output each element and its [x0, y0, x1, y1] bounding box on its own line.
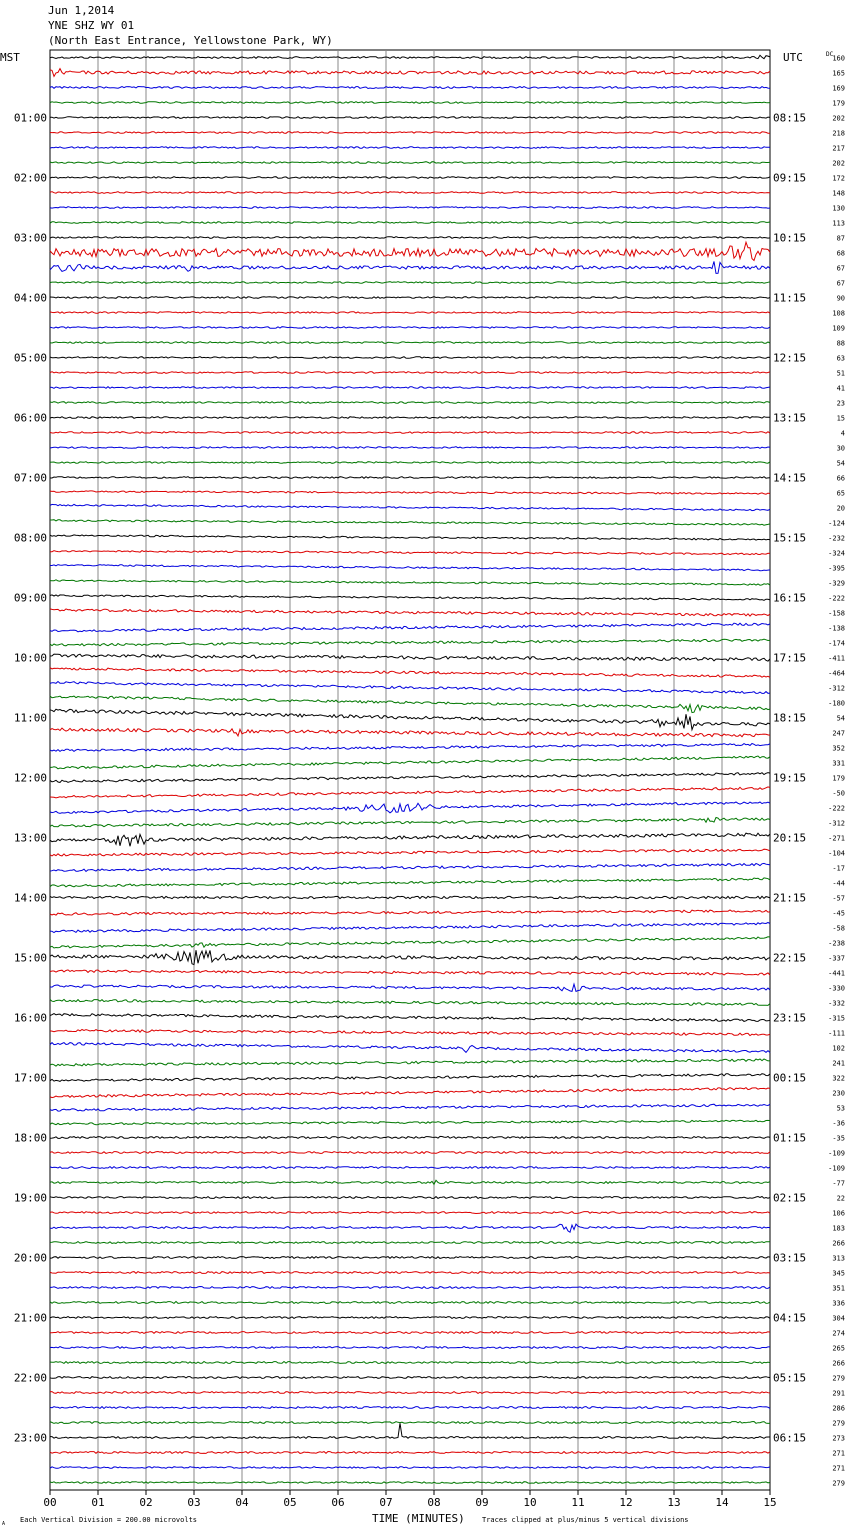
dc-offset-label: -57: [832, 894, 845, 903]
dc-offset-label: -441: [828, 969, 845, 978]
scale-note: Each Vertical Division = 200.00 microvolts: [20, 1516, 198, 1524]
trace-row: [50, 970, 770, 975]
dc-offset-label: -58: [832, 924, 845, 933]
trace-row: [50, 565, 770, 571]
utc-hour-label: 11:15: [773, 291, 807, 305]
x-tick-label: 06: [331, 1496, 345, 1509]
dc-offset-label: -332: [828, 999, 845, 1008]
mst-hour-label: 15:00: [13, 951, 47, 965]
trace-row: [50, 580, 770, 585]
utc-hour-label: 06:15: [773, 1431, 807, 1445]
plot-date: Jun 1,2014: [48, 4, 115, 17]
utc-hour-label: 05:15: [773, 1371, 807, 1385]
x-tick-label: 01: [91, 1496, 105, 1509]
dc-offset-label: 336: [832, 1299, 845, 1308]
trace-row: [50, 1197, 770, 1199]
trace-row: [50, 1287, 770, 1289]
trace-row: [50, 1120, 770, 1124]
trace-row: [50, 1088, 770, 1098]
dc-offset-label: 241: [832, 1059, 845, 1068]
trace-row: [50, 207, 770, 209]
x-tick-label: 13: [667, 1496, 681, 1509]
trace-row: [50, 1043, 770, 1053]
trace-row: [50, 1136, 770, 1138]
x-tick-label: 10: [523, 1496, 537, 1509]
dc-offset-label: -44: [832, 879, 845, 888]
dc-offset-label: 286: [832, 1404, 845, 1413]
trace-row: [50, 595, 770, 600]
trace-row: [50, 999, 770, 1005]
dc-offset-label: -17: [832, 864, 845, 873]
utc-hour-label: 04:15: [773, 1311, 807, 1325]
mst-hour-label: 20:00: [13, 1251, 47, 1265]
trace-row: [50, 696, 770, 713]
trace-row: [50, 1030, 770, 1036]
dc-offset-label: 218: [832, 129, 845, 138]
dc-offset-label: 51: [836, 369, 845, 378]
trace-row: [50, 55, 770, 58]
dc-offset-label: 230: [832, 1089, 845, 1098]
mst-hour-label: 14:00: [13, 891, 47, 905]
trace-row: [50, 1377, 770, 1379]
dc-offset-label: 169: [832, 84, 845, 93]
trace-row: [50, 102, 770, 104]
dc-offset-label: 202: [832, 114, 845, 123]
utc-hour-label: 13:15: [773, 411, 807, 425]
trace-row: [50, 609, 770, 616]
dc-offset-label: -464: [828, 669, 845, 678]
dc-offset-label: 87: [836, 234, 845, 243]
x-tick-label: 02: [139, 1496, 153, 1509]
dc-offset-label: -329: [828, 579, 845, 588]
trace-row: [50, 950, 770, 964]
dc-offset-label: 20: [836, 504, 845, 513]
dc-offset-label: -238: [828, 939, 845, 948]
dc-offset-label: 54: [836, 459, 845, 468]
trace-row: [50, 237, 770, 239]
dc-offset-label: 279: [832, 1419, 845, 1428]
corner-mark: A: [2, 1521, 6, 1527]
mst-hour-label: 11:00: [13, 711, 47, 725]
trace-row: [50, 162, 770, 164]
x-tick-label: 00: [43, 1496, 57, 1509]
utc-label: UTC: [783, 51, 803, 64]
trace-row: [50, 773, 770, 783]
trace-row: [50, 1407, 770, 1409]
trace-row: [50, 261, 770, 273]
dc-offset-label: 313: [832, 1254, 845, 1263]
dc-offset-label: -411: [828, 654, 845, 663]
dc-offset-label: -138: [828, 624, 845, 633]
x-tick-label: 15: [763, 1496, 777, 1509]
dc-offset-label: 102: [832, 1044, 845, 1053]
dc-offset-label: -158: [828, 609, 845, 618]
trace-row: [50, 242, 770, 260]
trace-row: [50, 1347, 770, 1349]
utc-hour-label: 16:15: [773, 591, 807, 605]
trace-row: [50, 849, 770, 856]
dc-offset-label: -111: [828, 1029, 845, 1038]
dc-offset-label: -104: [828, 849, 845, 858]
dc-offset-label: 279: [832, 1479, 845, 1488]
mst-hour-label: 12:00: [13, 771, 47, 785]
trace-row: [50, 1212, 770, 1214]
x-tick-label: 08: [427, 1496, 441, 1509]
trace-row: [50, 1467, 770, 1469]
trace-row: [50, 117, 770, 119]
dc-offset-label: 41: [836, 384, 845, 393]
trace-row: [50, 387, 770, 389]
dc-offset-label: 351: [832, 1284, 845, 1293]
dc-offset-label: 202: [832, 159, 845, 168]
dc-offset-label: 109: [832, 324, 845, 333]
dc-offset-label: 217: [832, 144, 845, 153]
trace-row: [50, 787, 770, 798]
trace-row: [50, 709, 770, 730]
dc-offset-label: 108: [832, 309, 845, 318]
dc-offset-label: 67: [836, 279, 845, 288]
trace-row: [50, 357, 770, 359]
dc-offset-label: 68: [836, 249, 845, 258]
dc-offset-label: 106: [832, 1209, 845, 1218]
mst-label: MST: [0, 51, 20, 64]
dc-offset-label: -324: [828, 549, 845, 558]
trace-row: [50, 297, 770, 299]
dc-offset-label: -395: [828, 564, 845, 573]
dc-offset-label: 273: [832, 1434, 845, 1443]
trace-row: [50, 1074, 770, 1082]
trace-row: [50, 1167, 770, 1169]
dc-offset-label: 30: [836, 444, 845, 453]
trace-row: [50, 1242, 770, 1244]
trace-row: [50, 910, 770, 915]
dc-offset-label: -50: [832, 789, 845, 798]
mst-hour-label: 08:00: [13, 531, 47, 545]
mst-hour-label: 02:00: [13, 171, 47, 185]
mst-hour-label: 16:00: [13, 1011, 47, 1025]
dc-offset-label: -36: [832, 1119, 845, 1128]
dc-offset-label: 160: [832, 54, 845, 63]
trace-row: [50, 282, 770, 284]
mst-hour-label: 06:00: [13, 411, 47, 425]
trace-row: [50, 417, 770, 419]
plot-frame: [50, 50, 770, 1490]
dc-label: DC: [826, 51, 834, 58]
dc-offset-label: 22: [836, 1194, 845, 1203]
dc-offset-label: 90: [836, 294, 845, 303]
trace-row: [50, 1423, 770, 1438]
dc-offset-label: 67: [836, 264, 845, 273]
x-tick-label: 09: [475, 1496, 489, 1509]
trace-row: [50, 447, 770, 449]
trace-row: [50, 1362, 770, 1364]
dc-offset-label: -109: [828, 1149, 845, 1158]
mst-hour-label: 03:00: [13, 231, 47, 245]
trace-row: [50, 802, 770, 813]
dc-offset-label: -312: [828, 684, 845, 693]
dc-offset-label: 66: [836, 474, 845, 483]
utc-hour-label: 14:15: [773, 471, 807, 485]
dc-offset-label: -180: [828, 699, 845, 708]
utc-hour-label: 18:15: [773, 711, 807, 725]
trace-row: [50, 668, 770, 678]
trace-row: [50, 535, 770, 540]
mst-hour-label: 05:00: [13, 351, 47, 365]
dc-offset-label: 15: [836, 414, 845, 423]
x-tick-label: 11: [571, 1496, 585, 1509]
mst-hour-label: 19:00: [13, 1191, 47, 1205]
trace-row: [50, 1422, 770, 1424]
dc-offset-label: -77: [832, 1179, 845, 1188]
trace-row: [50, 1014, 770, 1022]
trace-row: [50, 937, 770, 948]
dc-offset-label: 304: [832, 1314, 845, 1323]
dc-offset-label: -315: [828, 1014, 845, 1023]
utc-hour-label: 22:15: [773, 951, 807, 965]
dc-offset-label: 271: [832, 1464, 845, 1473]
trace-row: [50, 1180, 770, 1184]
trace-row: [50, 878, 770, 887]
utc-hour-label: 21:15: [773, 891, 807, 905]
x-axis-title: TIME (MINUTES): [372, 1512, 465, 1525]
trace-row: [50, 69, 770, 77]
trace-row: [50, 1332, 770, 1334]
dc-offset-label: -174: [828, 639, 845, 648]
dc-offset-label: 331: [832, 759, 845, 768]
dc-offset-label: 113: [832, 219, 845, 228]
trace-row: [50, 147, 770, 149]
dc-offset-label: 23: [836, 399, 845, 408]
utc-hour-label: 09:15: [773, 171, 807, 185]
utc-hour-label: 23:15: [773, 1011, 807, 1025]
dc-offset-label: -330: [828, 984, 845, 993]
dc-offset-label: -312: [828, 819, 845, 828]
x-tick-label: 07: [379, 1496, 393, 1509]
trace-row: [50, 372, 770, 374]
trace-row: [50, 896, 770, 898]
utc-hour-label: 20:15: [773, 831, 807, 845]
mst-hour-label: 23:00: [13, 1431, 47, 1445]
clip-note: Traces clipped at plus/minus 5 vertical divisions: [482, 1516, 689, 1524]
dc-offset-label: -35: [832, 1134, 845, 1143]
dc-offset-label: -45: [832, 909, 845, 918]
utc-hour-label: 02:15: [773, 1191, 807, 1205]
dc-offset-label: 291: [832, 1389, 845, 1398]
dc-offset-label: -109: [828, 1164, 845, 1173]
utc-hour-label: 10:15: [773, 231, 807, 245]
trace-row: [50, 132, 770, 134]
x-tick-label: 03: [187, 1496, 201, 1509]
trace-row: [50, 491, 770, 494]
dc-offset-label: 279: [832, 1374, 845, 1383]
trace-row: [50, 1302, 770, 1304]
trace-row: [50, 327, 770, 329]
dc-offset-label: 266: [832, 1359, 845, 1368]
x-tick-label: 05: [283, 1496, 297, 1509]
dc-offset-label: 63: [836, 354, 845, 363]
trace-row: [50, 1272, 770, 1274]
seismic-traces: [50, 55, 770, 1483]
trace-row: [50, 312, 770, 314]
trace-row: [50, 1482, 770, 1484]
trace-row: [50, 833, 770, 846]
trace-row: [50, 639, 770, 646]
utc-hour-label: 17:15: [773, 651, 807, 665]
trace-row: [50, 1059, 770, 1066]
trace-row: [50, 1452, 770, 1454]
dc-offset-label: 345: [832, 1269, 845, 1278]
dc-offset-label: 172: [832, 174, 845, 183]
trace-row: [50, 1317, 770, 1319]
dc-offset-label: 130: [832, 204, 845, 213]
dc-offset-label: -222: [828, 594, 845, 603]
mst-hour-label: 18:00: [13, 1131, 47, 1145]
mst-hour-label: 21:00: [13, 1311, 47, 1325]
trace-row: [50, 1224, 770, 1232]
dc-offset-label: 179: [832, 99, 845, 108]
trace-row: [50, 744, 770, 752]
dc-offset-label: 53: [836, 1104, 845, 1113]
dc-offset-label: 274: [832, 1329, 845, 1338]
mst-hour-label: 09:00: [13, 591, 47, 605]
x-tick-label: 12: [619, 1496, 633, 1509]
trace-row: [50, 477, 770, 479]
dc-offset-label: 247: [832, 729, 845, 738]
trace-row: [50, 402, 770, 404]
trace-row: [50, 682, 770, 694]
mst-hour-label: 10:00: [13, 651, 47, 665]
dc-offset-label: 179: [832, 774, 845, 783]
dc-offset-label: 322: [832, 1074, 845, 1083]
trace-row: [50, 192, 770, 194]
dc-offset-label: -222: [828, 804, 845, 813]
mst-hour-label: 13:00: [13, 831, 47, 845]
trace-row: [50, 87, 770, 89]
dc-offset-label: 265: [832, 1344, 845, 1353]
dc-offset-label: 183: [832, 1224, 845, 1233]
dc-offset-label: 88: [836, 339, 845, 348]
trace-row: [50, 504, 770, 510]
trace-row: [50, 462, 770, 464]
x-tick-label: 14: [715, 1496, 729, 1509]
dc-offset-label: -232: [828, 534, 845, 543]
station-location: (North East Entrance, Yellowstone Park, WY): [48, 34, 333, 47]
dc-offset-label: -271: [828, 834, 845, 843]
dc-offset-label: 148: [832, 189, 845, 198]
mst-hour-label: 01:00: [13, 111, 47, 125]
trace-row: [50, 818, 770, 827]
trace-row: [50, 756, 770, 769]
dc-offset-label: -337: [828, 954, 845, 963]
trace-row: [50, 654, 770, 661]
dc-offset-label: 4: [840, 429, 845, 438]
utc-hour-label: 08:15: [773, 111, 807, 125]
mst-hour-label: 07:00: [13, 471, 47, 485]
dc-offset-label: 352: [832, 744, 845, 753]
trace-row: [50, 1257, 770, 1259]
trace-row: [50, 177, 770, 179]
utc-hour-label: 00:15: [773, 1071, 807, 1085]
trace-row: [50, 520, 770, 526]
trace-row: [50, 432, 770, 434]
x-tick-label: 04: [235, 1496, 249, 1509]
dc-offset-label: 266: [832, 1239, 845, 1248]
utc-hour-label: 01:15: [773, 1131, 807, 1145]
trace-row: [50, 1392, 770, 1394]
trace-row: [50, 1104, 770, 1111]
trace-row: [50, 984, 770, 991]
utc-hour-label: 12:15: [773, 351, 807, 365]
dc-offset-label: 271: [832, 1449, 845, 1458]
trace-row: [50, 342, 770, 344]
trace-row: [50, 222, 770, 224]
dc-offset-label: 54: [836, 714, 845, 723]
mst-hour-label: 17:00: [13, 1071, 47, 1085]
dc-offset-label: -124: [828, 519, 845, 528]
mst-hour-label: 04:00: [13, 291, 47, 305]
dc-offset-label: 65: [836, 489, 845, 498]
trace-row: [50, 623, 770, 632]
dc-offset-label: 165: [832, 69, 845, 78]
trace-row: [50, 1152, 770, 1154]
utc-hour-label: 19:15: [773, 771, 807, 785]
trace-row: [50, 863, 770, 871]
utc-hour-label: 03:15: [773, 1251, 807, 1265]
utc-hour-label: 15:15: [773, 531, 807, 545]
station-name: YNE SHZ WY 01: [48, 19, 135, 32]
trace-row: [50, 728, 770, 737]
trace-row: [50, 551, 770, 555]
trace-row: [50, 923, 770, 933]
mst-hour-label: 22:00: [13, 1371, 47, 1385]
